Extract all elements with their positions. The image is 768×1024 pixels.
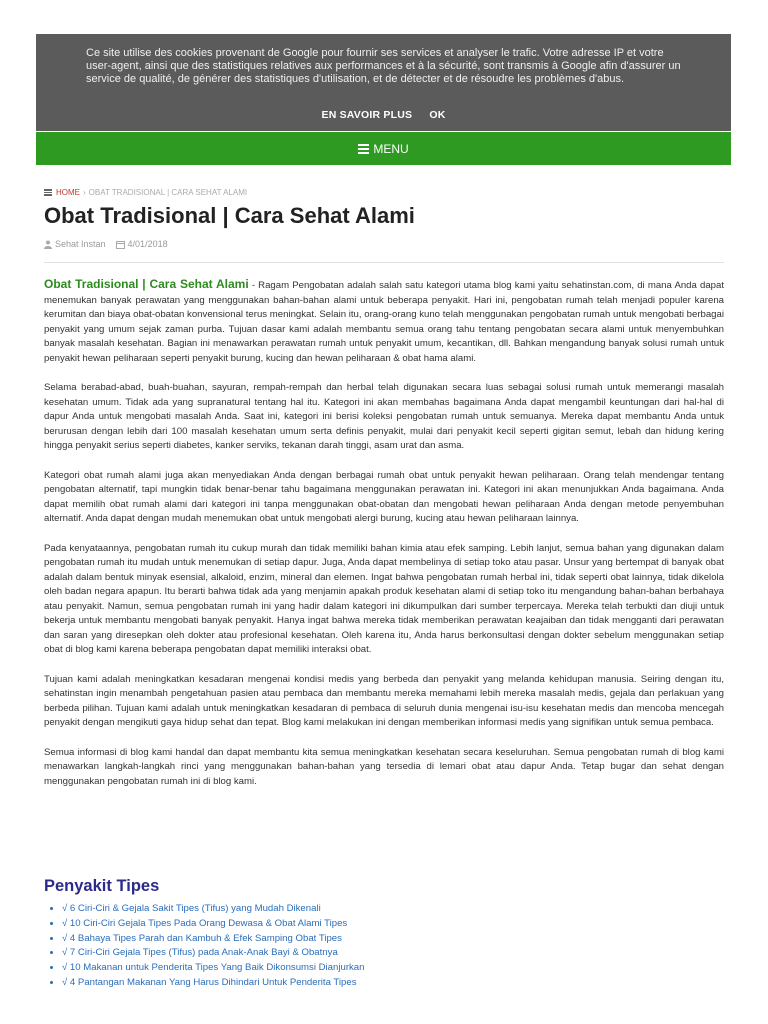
list-item bbox=[62, 976, 364, 991]
ok-button[interactable]: OK bbox=[429, 109, 446, 121]
intro-text: - Ragam Pengobatan adalah salah satu kategori utama blog kami yaitu sehatinstan.com, di mana Anda dapat menemukan banyak perawatan yang menggunakan bahan-bahan alami untuk beberapa penyakit. Hari ini, pengobatan rumah telah menjadi populer karena kerumitan dan biaya obat-obatan konvensional terus meningkat. Selain itu, orang-orang kuno telah menggunakan pengobatan rumah untuk mengobati berbagai penyakit yang umum sejak zaman purba. Tujuan dasar kami adalah membantu semua orang tahu tentang pengobatan secara alami untuk menyembuhkan banyak masalah kesehatan. Bagian ini menawarkan perawatan rumah untuk penyakit umum, kecantikan, dll. Bahkan mengandung banyak solusi rumah untuk penyakit hewan peliharaan seperti penyakit burung, kucing dan hewan peliharaan & obat hama alami. bbox=[44, 280, 724, 364]
related-link[interactable]: √ 4 Bahaya Tipes Parah dan Kambuh & Efek Samping Obat Tipes bbox=[62, 932, 342, 944]
list-item bbox=[62, 946, 364, 961]
divider bbox=[44, 262, 724, 263]
related-links-list bbox=[62, 902, 364, 991]
cookie-notice-text: Ce site utilise des cookies provenant de Google pour fournir ses services et analyser le trafic. Votre adresse IP et votre user-agent, ainsi que des statistiques relatives aux performances et à la sécurité, sont transmis à Google afin d'assurer un service de qualité, de générer des statistiques d'utilisation, et de détecter et de résoudre les problèmes d'abus. bbox=[86, 47, 681, 86]
list-item bbox=[62, 902, 364, 917]
menu-button[interactable] bbox=[36, 132, 731, 165]
breadcrumb-current: OBAT TRADISIONAL | CARA SEHAT ALAMI bbox=[88, 188, 248, 197]
post-date: 4/01/2018 bbox=[127, 239, 168, 249]
page-title: Obat Tradisional | Cara Sehat Alami bbox=[44, 203, 415, 228]
post-meta bbox=[44, 239, 168, 249]
calendar-icon bbox=[116, 240, 125, 249]
related-link[interactable]: √ 7 Ciri-Ciri Gejala Tipes (Tifus) pada Anak-Anak Bayi & Obatnya bbox=[62, 947, 338, 959]
post-author[interactable]: Sehat Instan bbox=[55, 239, 106, 249]
related-link[interactable]: √ 10 Ciri-Ciri Gejala Tipes Pada Orang Dewasa & Obat Alami Tipes bbox=[62, 917, 348, 929]
paragraph: Kategori obat rumah alami juga akan menyediakan Anda dengan berbagai rumah obat untuk penyakit hewan peliharaan. Orang telah mendengar tentang pengobatan alternatif, tapi mungkin tidak benar-benar tahu bagaimana menggunakan perawatan ini. Kategori ini akan menunjukkan Anda bagaimana. Anda dapat memilih obat rumah alami dari kategori ini tanpa menggunakan obat-obatan dan mengobati hewan peliharaan Anda dengan metode penyembuhan alternatif. Anda dapat dengan mudah menemukan obat untuk mengobati alergi burung, kucing atau hewan peliharaan lainnya. bbox=[44, 469, 724, 524]
list-icon bbox=[44, 188, 52, 197]
list-item bbox=[62, 932, 364, 947]
menu-label: MENU bbox=[373, 141, 409, 156]
paragraph: Pada kenyataannya, pengobatan rumah itu cukup murah dan tidak memiliki bahan kimia atau efek samping. Lebih lanjut, semua bahan yang digunakan dalam pengobatan rumah itu mudah untuk menemukan di setiap dapur. Juga, Anda dapat membelinya di setiap toko atau pasar. Unsur yang bertempat di banyak obat adalah dalam bentuk minyak esensial, alkaloid, enzim, mineral dan elemen. Ingat bahwa pengobatan rumah herbal ini, tidak seperti obat lainnya, tidak dikelola oleh badan negara apapun. Itu berarti bahwa tidak ada yang menjamin apakah produk kesehatan alami di setiap toko itu mengandung bahan-bahan berbahaya atau penyakit. Namun, semua pengobatan rumah ini yang hadir dalam kategori ini dikumpulkan dari sumber terpercaya. Mereka telah terbukti dan diuji untuk bekerja untuk membantu mengobati banyak penyakit. Hanya ingat bahwa mereka tidak memberikan perawatan keajaiban dan tidak mengganti dari perawatan dan saran yang diresepkan oleh dokter atau profesional kesehatan. Oleh karena itu, Anda harus berkonsultasi dengan dokter sebelum menggunakan setiap obat di blog kami karena beberapa pengobatan dapat memiliki interaksi obat. bbox=[44, 542, 724, 655]
breadcrumb bbox=[44, 188, 247, 197]
paragraph: Selama berabad-abad, buah-buahan, sayuran, rempah-rempah dan herbal telah digunakan secara luas sebagai solusi rumah untuk memerangi masalah kesehatan umum. Tidak ada yang supranatural tentang hal itu. Kategori ini akan membahas bagaimana Anda dapat mengambil keuntungan dari hal-hal di dapur Anda untuk mengobati masalah Anda. Saat ini, kategori ini berisi koleksi pengobatan rumah untuk semuanya. Mereka dapat membantu Anda untuk berurusan dengan lebih dari 100 masalah kesehatan umum serta definis penyakit, mulai dari penyakit kecil seperti gigitan semut, lebah dan hidung kering hingga penyakit serius seperti diabetes, kanker serviks, tekanan darah tinggi, asam urat dan asma. bbox=[44, 382, 724, 451]
cookie-banner bbox=[36, 34, 731, 131]
breadcrumb-separator: › bbox=[83, 188, 86, 197]
paragraph: Tujuan kami adalah meningkatkan kesadaran mengenai kondisi medis yang berbeda dan penyakit yang melanda kehidupan manusia. Seiring dengan itu, sehatinstan ingin menambah pengetahuan pasien atau pembaca dan membantu mereka memahami lebih mereka masalah medis, gejala dan perlakuan yang berbeda pilihan. Tujuan kami adalah untuk meningkatkan kesadaran di pembaca di seluruh dunia mengenai isu-isu kesehatan medis dan mencoba mencegah penyakit dengan mengikuti gaya hidup sehat dan tepat. Blog kami melakukan ini dengan memberikan informasi medis yang signifikan untuk semua pembaca. bbox=[44, 673, 724, 728]
breadcrumb-home-link[interactable]: HOME bbox=[56, 188, 80, 197]
lead-link[interactable]: Obat Tradisional | Cara Sehat Alami bbox=[44, 277, 249, 291]
paragraph bbox=[44, 277, 724, 366]
user-icon bbox=[44, 240, 52, 249]
related-link[interactable]: √ 6 Ciri-Ciri & Gejala Sakit Tipes (Tifus) yang Mudah Dikenali bbox=[62, 903, 321, 914]
list-item bbox=[62, 961, 364, 976]
learn-more-button[interactable]: EN SAVOIR PLUS bbox=[321, 109, 413, 121]
section-title: Penyakit Tipes bbox=[44, 877, 160, 895]
related-link[interactable]: √ 10 Makanan untuk Penderita Tipes Yang Baik Dikonsumsi Dianjurkan bbox=[62, 962, 365, 974]
related-link[interactable]: √ 4 Pantangan Makanan Yang Harus Dihindari Untuk Penderita Tipes bbox=[62, 976, 357, 988]
hamburger-icon bbox=[358, 142, 369, 156]
post-body bbox=[44, 277, 724, 804]
list-item bbox=[62, 917, 364, 932]
cookie-actions bbox=[36, 109, 731, 121]
paragraph: Semua informasi di blog kami handal dan dapat membantu kita semua meningkatkan kesehatan secara keseluruhan. Semua pengobatan rumah di blog kami menawarkan langkah-langkah rinci yang menggunakan bahan-bahan yang tersedia di lemari obat atau dapur Anda. Tetap bugar dan sehat dengan menggunakan pengobatan rumah ini di blog kami. bbox=[44, 746, 724, 787]
